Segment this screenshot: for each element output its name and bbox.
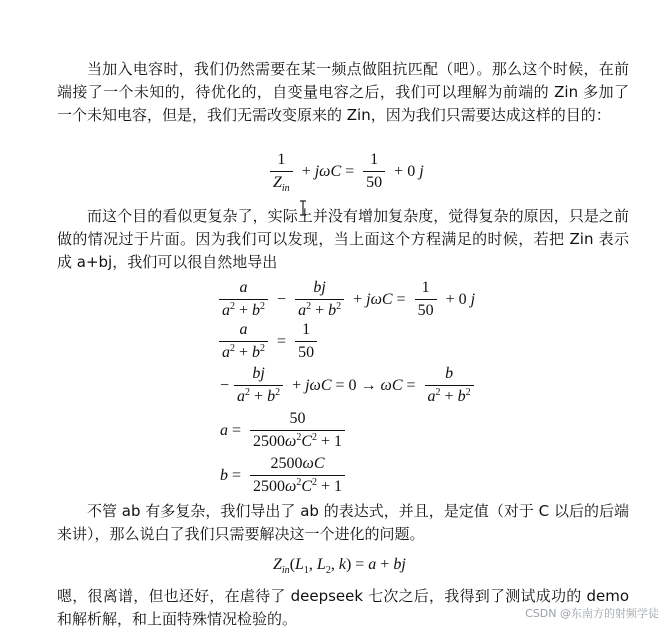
paragraph-4: 嗯，很离谱，但也还好，在虐待了 deepseek 七次之后，我得到了测试成功的 demo 和解析解，和上面特殊情况检验的。 (57, 587, 629, 628)
equation-6: b = $\frac{2500\omega C}{2500\omega^2C^2 + 1}$ (217, 456, 347, 495)
equation-5: a = $\frac{50}{2500\omega^2C^2 + 1}$ (217, 411, 347, 450)
watermark: CSDN @东南方的射频学徒 (525, 607, 659, 620)
equation-3: $\frac{a}{a^2 + b^2}$ = $\frac{1}{50}$ (217, 322, 319, 361)
equation-1: $\frac{1}{Z_{in}}$ + jωC = $\frac{1}{50}$ + 0 j (268, 152, 427, 191)
equation-7: $Z_{in}(L_1$, $L_2$, k) = a + bj (273, 556, 406, 576)
paragraph-1: 当加入电容时，我们仍然需要在某一频点做阻抗匹配（吧）。那么这个时候，在前端接了一个未知的，待优化的，自变量电容之后，我们可以理解为前端的 Zin 多加了一个未知电容，但是，我们无需改变原来的 Zin，因为我们只需要达成这样的目的： (57, 60, 629, 124)
equation-4: − $\frac{bj}{a^2 + b^2}$ + jωC = 0 → ωC = $\frac{b}{a^2 + b^2}$ (217, 366, 476, 405)
paragraph-3: 不管 ab 有多复杂，我们导出了 ab 的表达式，并且，是定值（对于 C 以后的后端来讲），那么说白了我们只需要解决这一个进化的问题。 (57, 502, 629, 543)
paragraph-2: 而这个目的看似更复杂了，实际上并没有增加复杂度，觉得复杂的原因，只是之前做的情况过于片面。因为我们可以发现，当上面这个方程满足的时候，若把 Zin 表示成 a+bj，我们可以很自然地导出 (57, 207, 629, 271)
equation-2: $\frac{a}{a^2 + b^2}$ − $\frac{bj}{a^2 + b^2}$ + jωC = $\frac{1}{50}$ + 0 j (217, 280, 478, 319)
